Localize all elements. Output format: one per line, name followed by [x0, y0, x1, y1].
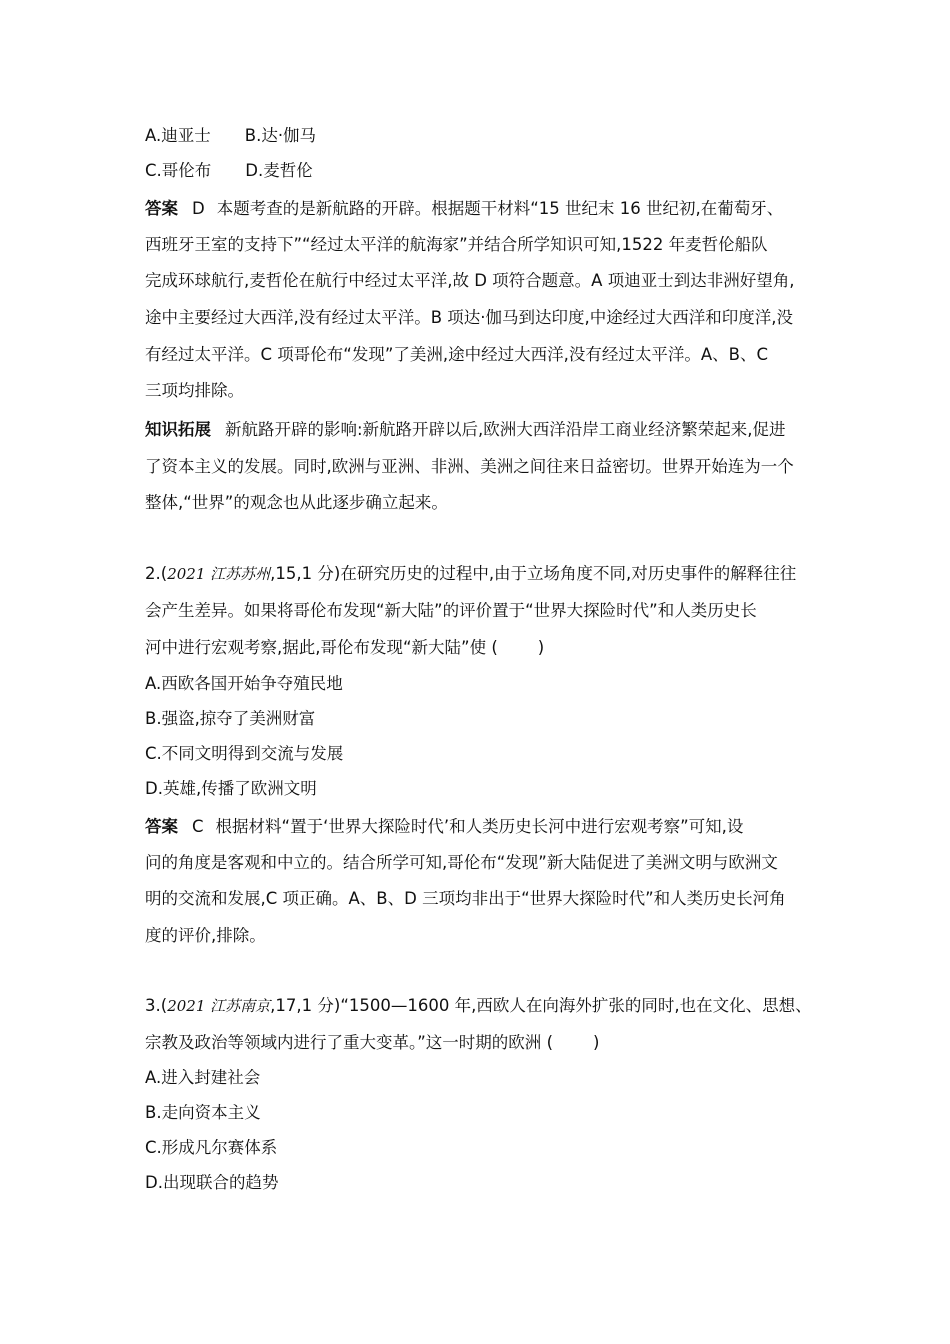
q1-answer-line-2: 西班牙王室的支持下”“经过太平洋的航海家”并结合所学知识可知,1522 年麦哲伦船队 — [145, 235, 768, 254]
q2-answer-line-2: 问的角度是客观和中立的。结合所学可知,哥伦布“发现”新大陆促进了美洲文明与欧洲文 — [145, 853, 778, 872]
q2-answer-text: 根据材料“置于‘世界大探险时代’和人类历史长河中进行宏观考察”可知,设 — [215, 817, 744, 836]
q1-options-row-1 — [145, 124, 890, 148]
q2-stem-text: 在研究历史的过程中,由于立场角度不同,对历史事件的解释往往 — [340, 564, 797, 583]
q1-option-d[interactable]: D.麦哲伦 — [245, 161, 313, 180]
q3-stem-line-2 — [145, 1031, 890, 1055]
q1-option-a[interactable]: A.迪亚士 — [145, 126, 211, 145]
q2-option-d[interactable]: D.英雄,传播了欧洲文明 — [145, 779, 317, 798]
q2-answer-blank[interactable]: ( ) — [491, 638, 545, 657]
q3-answer-blank[interactable]: ( ) — [546, 1033, 600, 1052]
q2-meta: ,15,1 分) — [270, 564, 341, 583]
q1-answer-label: 答案 — [145, 199, 178, 218]
q3-option-a[interactable]: A.进入封建社会 — [145, 1068, 261, 1087]
q2-stem-line-3 — [145, 636, 890, 660]
q1-knowledge-line-3: 整体,“世界”的观念也从此逐步确立起来。 — [145, 493, 448, 512]
q1-knowledge-label: 知识拓展 — [145, 420, 211, 439]
q1-answer-line-1 — [145, 197, 890, 221]
q1-answer-line-3: 完成环球航行,麦哲伦在航行中经过太平洋,故 D 项符合题意。A 项迪亚士到达非洲好望角, — [145, 271, 795, 290]
q3-source: 2021 江苏南京 — [167, 997, 271, 1015]
q2-stem-text-3: 河中进行宏观考察,据此,哥伦布发现“新大陆”使 — [145, 638, 487, 657]
q3-stem-line-1 — [145, 994, 890, 1018]
q3-meta: ,17,1 分) — [270, 996, 341, 1015]
q2-stem-line-1 — [145, 562, 890, 586]
q2-stem-line-2: 会产生差异。如果将哥伦布发现“新大陆”的评价置于“世界大探险时代”和人类历史长 — [145, 601, 757, 620]
q3-option-d[interactable]: D.出现联合的趋势 — [145, 1173, 279, 1192]
q2-number: 2.( — [145, 564, 168, 583]
q2-source: 2021 江苏苏州 — [167, 565, 271, 583]
q2-option-b[interactable]: B.强盗,掠夺了美洲财富 — [145, 709, 316, 728]
q1-answer-key: D — [192, 199, 205, 218]
q2-answer-key: C — [192, 817, 204, 836]
q1-answer-line-5: 有经过太平洋。C 项哥伦布“发现”了美洲,途中经过大西洋,没有经过太平洋。A、B、C — [145, 345, 768, 364]
q2-answer-line-1 — [145, 815, 890, 839]
q3-option-b[interactable]: B.走向资本主义 — [145, 1103, 261, 1122]
q3-stem-text: “1500—1600 年,西欧人在向海外扩张的同时,也在文化、思想、 — [340, 996, 812, 1015]
q1-option-c[interactable]: C.哥伦布 — [145, 161, 212, 180]
q3-option-c[interactable]: C.形成凡尔赛体系 — [145, 1138, 278, 1157]
q2-answer-line-3: 明的交流和发展,C 项正确。A、B、D 三项均非出于“世界大探险时代”和人类历史长河角 — [145, 889, 786, 908]
q1-answer-text: 本题考查的是新航路的开辟。根据题干材料“15 世纪末 16 世纪初,在葡萄牙、 — [216, 199, 784, 218]
q1-knowledge-text: 新航路开辟的影响:新航路开辟以后,欧洲大西洋沿岸工商业经济繁荣起来,促进 — [225, 420, 786, 439]
q1-answer-line-4: 途中主要经过大西洋,没有经过太平洋。B 项达·伽马到达印度,中途经过大西洋和印度洋,没 — [145, 308, 794, 327]
q2-answer-label: 答案 — [145, 817, 178, 836]
q2-answer-line-4: 度的评价,排除。 — [145, 926, 266, 945]
q1-options-row-2 — [145, 159, 890, 183]
q2-option-c[interactable]: C.不同文明得到交流与发展 — [145, 744, 344, 763]
q2-option-a[interactable]: A.西欧各国开始争夺殖民地 — [145, 674, 343, 693]
q3-stem-text-2: 宗教及政治等领域内进行了重大变革。”这一时期的欧洲 — [145, 1033, 542, 1052]
q3-number: 3.( — [145, 996, 168, 1015]
q1-option-b[interactable]: B.达·伽马 — [244, 126, 317, 145]
q1-knowledge-line-2: 了资本主义的发展。同时,欧洲与亚洲、非洲、美洲之间往来日益密切。世界开始连为一个 — [145, 457, 794, 476]
q1-answer-line-6: 三项均排除。 — [145, 381, 244, 400]
q1-knowledge-line-1 — [145, 418, 890, 442]
